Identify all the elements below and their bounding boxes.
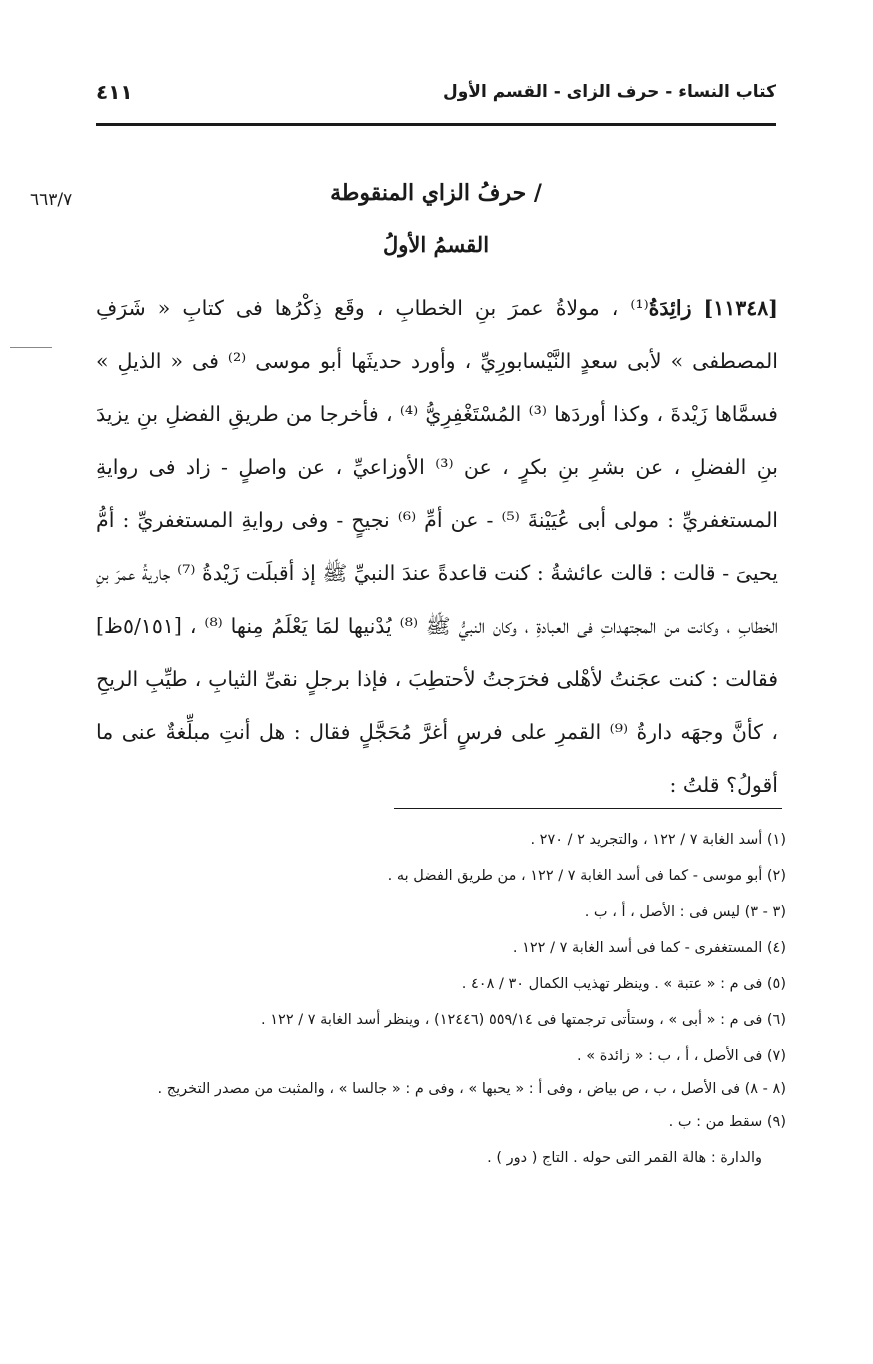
footnote-2: (٢) أبو موسى - كما فى أسد الغابة ٧ / ١٢٢ ، من طريق الفضل به . (387, 868, 786, 884)
header-rule (96, 123, 776, 126)
footnote-separator (394, 808, 782, 809)
entry-name: زائِدَةُ (648, 296, 692, 320)
entry-text: ⁽¹⁾ ، مولاةُ عمرَ بنِ الخطابِ ، وقَع ذِكْرُها فى كتابِ « شَرَفِ المصطفى » لأبى سعدٍ النَّيْسابورِيِّ ، وأورد حديثَها أبو موسى ⁽²⁾ فى « الذيلِ » فسمَّاها زَيْدةَ ، وكذا أوردَها ⁽³⁾ المُسْتَغْفِرِيُّ ⁽⁴⁾ ، فأخرجا من طريقِ الفضلِ بنِ يزيدَ بنِ الفضلِ ، عن بشرِ بنِ بكرٍ ، عن ⁽³⁾ الأوزاعيِّ ، عن واصلٍ - زاد فى روايةِ المستغفريِّ : مولى أبى عُيَيْنةَ ⁽⁵⁾ - عن أمِّ ⁽⁶⁾ نجيحٍ - وفى روايةِ المستغفريِّ : أمُّ يحيىَ - قالت : قالت عائشةُ : كنت قاعدةً عندَ النبيِّ ﷺ إذ أقبلَت زَيْدةُ ⁽⁷⁾ جاريةُ عمرَ بنِ الخطابِ ، وكانت من المجتهداتِ فى العبادةِ ، وكان النبيُّ ﷺ ⁽⁸⁾ يُدْنيها لمَا يَعْلَمُ مِنها ⁽⁸⁾ ، [٥/١٥١ظ] فقالت : كنت عجَنتُ لأهْلى فخرَجتُ لأحتطِبَ ، فإذا برجلٍ نقىِّ الثيابِ ، طيِّبِ الريحِ ، كأنَّ وجهَه دارةُ ⁽⁹⁾ القمرِ على فرسٍ أغرَّ مُحَجَّلٍ فقال : هل أنتِ مبلِّغةٌ عنى ما أقولُ؟ قلتُ : (96, 296, 779, 797)
footnote-8: (٨ - ٨) فى الأصل ، ب ، ص بياض ، وفى أ : « يحبها » ، وفى م : « جالسا » ، والمثبت من مصدر التخريج . (157, 1081, 786, 1097)
footnote-3: (٣ - ٣) ليس فى : الأصل ، أ ، ب . (584, 904, 786, 920)
section-title: / حرفُ الزاي المنقوطة (330, 180, 542, 206)
footnote-4: (٤) المستغفرى - كما فى أسد الغابة ٧ / ١٢٢ . (512, 940, 786, 956)
header-title: كتاب النساء - حرف الزاى - القسم الأول (442, 82, 776, 102)
entry-body (96, 282, 778, 812)
footnote-7: (٧) فى الأصل ، أ ، ب : « زائدة » . (577, 1048, 786, 1064)
footnotes (96, 822, 786, 1176)
subsection-title: القسمُ الأولُ (382, 232, 490, 257)
footnote-9: (٩) سقط من : ب . (668, 1114, 786, 1130)
entry-number: [١١٣٤٨] (703, 296, 778, 320)
footnote-5: (٥) فى م : « عتبة » . وينظر تهذيب الكمال ٣٠ / ٤٠٨ . (461, 976, 786, 992)
page-number: ٤١١ (96, 80, 133, 104)
running-header (96, 78, 776, 118)
margin-mark (10, 347, 52, 348)
footnote-6: (٦) فى م : « أبى » ، وستأتى ترجمتها فى ٥٥٩/١٤ (١٢٤٤٦) ، وينظر أسد الغابة ٧ / ١٢٢ . (261, 1012, 786, 1028)
margin-reference: ٦٦٣/٧ (30, 190, 73, 210)
footnote-9-continuation: والدارة : هالة القمر التى حوله . التاج ( دور ) . (487, 1150, 762, 1166)
footnote-1: (١) أسد الغابة ٧ / ١٢٢ ، والتجريد ٢ / ٢٧٠ . (530, 832, 786, 848)
